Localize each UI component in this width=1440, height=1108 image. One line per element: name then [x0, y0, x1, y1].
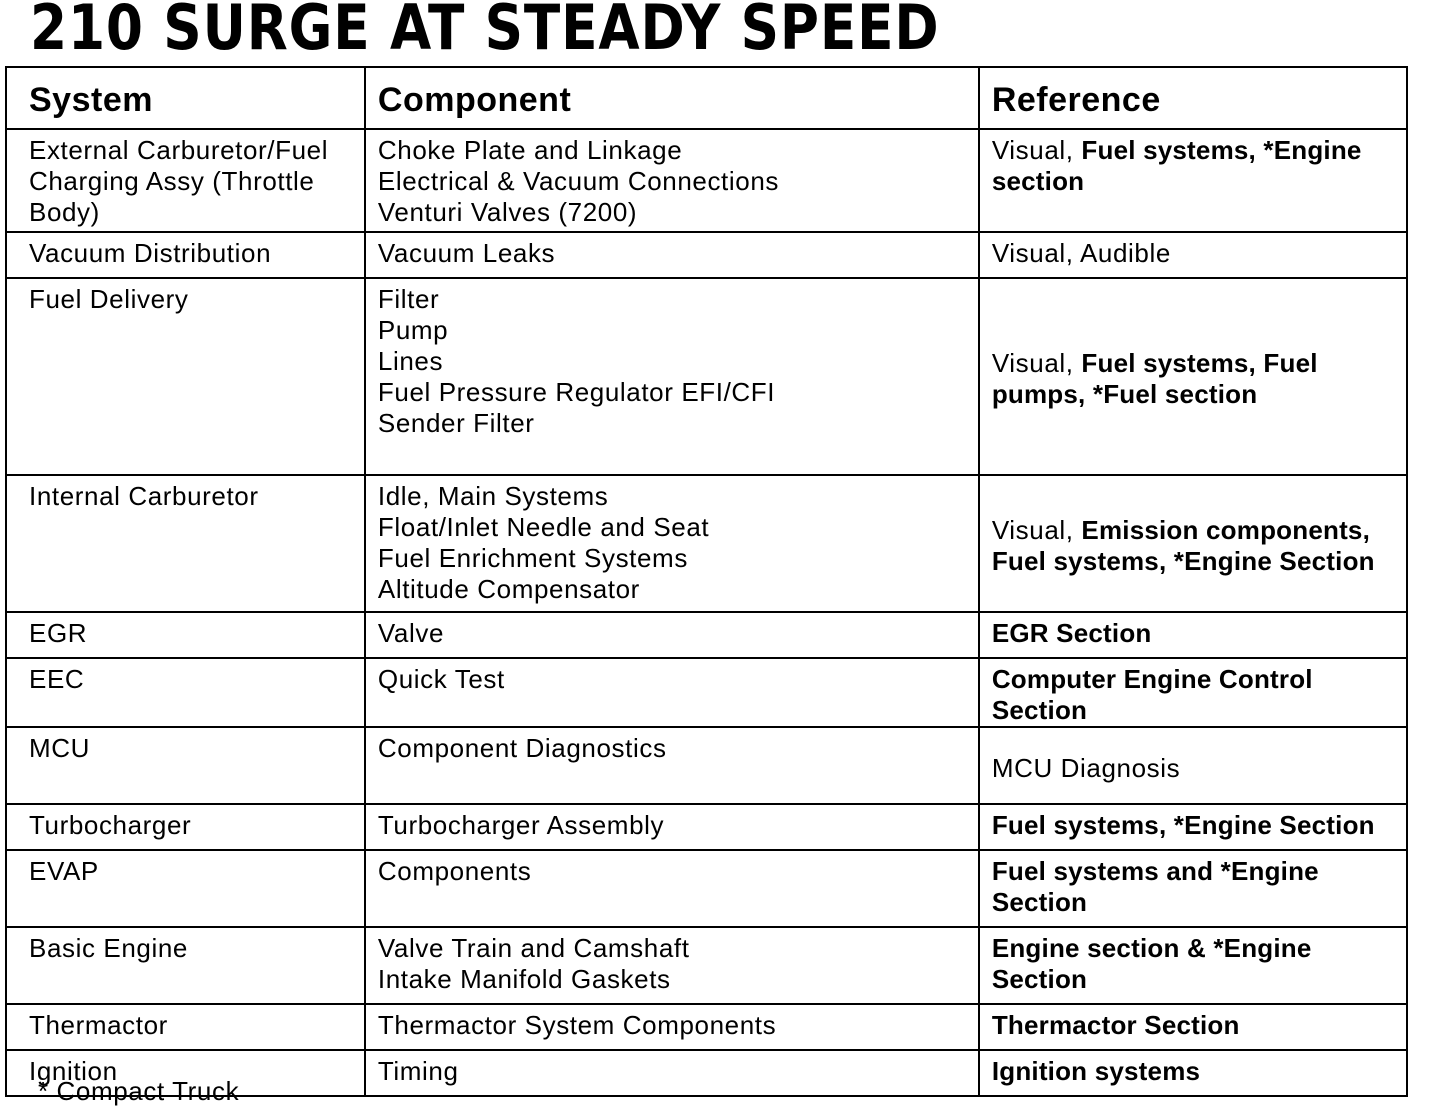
reference-plain-text: Visual, Audible	[991, 238, 1171, 268]
reference-cell	[979, 804, 1407, 850]
component-line: Valve	[377, 618, 445, 648]
component-cell	[365, 804, 979, 850]
system-cell	[6, 1004, 365, 1050]
system-cell	[6, 850, 365, 927]
reference-bold-text: Engine section & *Engine Section	[991, 933, 1312, 994]
reference-cell	[979, 278, 1407, 475]
table-body	[6, 129, 1407, 1096]
table-row	[6, 129, 1407, 232]
component-cell	[365, 612, 979, 658]
reference-bold-text: Fuel systems, Fuel pumps, *Fuel section	[991, 348, 1318, 409]
component-line: Thermactor System Components	[377, 1010, 777, 1040]
system-line: MCU	[29, 733, 91, 763]
table-header-row	[6, 67, 1407, 129]
component-line: Lines	[377, 346, 444, 376]
diagnosis-table	[5, 66, 1408, 1097]
table-row	[6, 612, 1407, 658]
component-line: Sender Filter	[377, 408, 535, 438]
component-cell	[365, 1004, 979, 1050]
component-line: Filter	[377, 284, 440, 314]
system-line: EGR	[29, 618, 88, 648]
reference-bold-text: Emission components, Fuel systems, *Engine Section	[991, 515, 1375, 576]
system-cell	[6, 278, 365, 475]
footnote: * Compact Truck	[38, 1076, 240, 1106]
system-cell	[6, 232, 365, 278]
component-line: Intake Manifold Gaskets	[377, 964, 671, 994]
reference-bold-text: Computer Engine Control Section	[991, 664, 1313, 725]
table-row	[6, 850, 1407, 927]
reference-plain-text: Visual,	[991, 348, 1082, 378]
component-line: Turbocharger Assembly	[377, 810, 665, 840]
component-line: Idle, Main Systems	[377, 481, 609, 511]
system-cell	[6, 658, 365, 727]
component-line: Valve Train and Camshaft	[377, 933, 690, 963]
component-line: Venturi Valves (7200)	[377, 197, 638, 227]
system-line: EEC	[29, 664, 85, 694]
table-row	[6, 804, 1407, 850]
component-cell	[365, 1050, 979, 1096]
reference-cell	[979, 727, 1407, 804]
reference-cell	[979, 927, 1407, 1004]
component-line: Component Diagnostics	[377, 733, 667, 763]
reference-plain-text: MCU Diagnosis	[991, 752, 1181, 783]
system-cell	[6, 475, 365, 612]
system-line: Charging Assy (Throttle	[29, 166, 315, 196]
system-cell	[6, 727, 365, 804]
system-line: Fuel Delivery	[29, 284, 189, 314]
system-line: Vacuum Distribution	[29, 238, 272, 268]
component-cell	[365, 475, 979, 612]
reference-bold-text: Fuel systems and *Engine Section	[991, 856, 1319, 917]
reference-cell	[979, 1050, 1407, 1096]
system-line: Turbocharger	[29, 810, 192, 840]
component-cell	[365, 658, 979, 727]
page-title: 210 SURGE AT STEADY SPEED	[30, 0, 940, 64]
reference-cell	[979, 475, 1407, 612]
reference-bold-text: Thermactor Section	[991, 1010, 1240, 1040]
table-row	[6, 1004, 1407, 1050]
component-line: Altitude Compensator	[377, 574, 640, 604]
reference-plain-text: Visual,	[991, 135, 1082, 165]
component-line: Components	[377, 856, 532, 886]
component-cell	[365, 927, 979, 1004]
system-line: Basic Engine	[29, 933, 188, 963]
header-reference: Reference	[979, 67, 1407, 129]
table-row	[6, 475, 1407, 612]
reference-bold-text: Fuel systems, *Engine section	[991, 135, 1362, 196]
table-row	[6, 927, 1407, 1004]
reference-bold-text: Fuel systems, *Engine Section	[991, 810, 1375, 840]
component-line: Electrical & Vacuum Connections	[377, 166, 779, 196]
reference-cell	[979, 658, 1407, 727]
component-line: Fuel Enrichment Systems	[377, 543, 688, 573]
table-row	[6, 278, 1407, 475]
system-line: Ignition	[29, 1056, 118, 1086]
component-cell	[365, 727, 979, 804]
system-cell	[6, 804, 365, 850]
component-cell	[365, 232, 979, 278]
component-line: Pump	[377, 315, 449, 345]
table-row	[6, 232, 1407, 278]
system-cell	[6, 927, 365, 1004]
system-line: Internal Carburetor	[29, 481, 259, 511]
system-line: External Carburetor/Fuel	[29, 135, 329, 165]
component-line: Fuel Pressure Regulator EFI/CFI	[377, 377, 776, 407]
system-line: Thermactor	[29, 1010, 168, 1040]
system-line: Body)	[29, 197, 100, 227]
system-cell	[6, 129, 365, 232]
system-cell	[6, 612, 365, 658]
component-cell	[365, 129, 979, 232]
reference-cell	[979, 129, 1407, 232]
reference-plain-text: Visual,	[991, 515, 1082, 545]
reference-bold-text: EGR Section	[991, 618, 1152, 648]
system-line: EVAP	[29, 856, 99, 886]
header-system: System	[6, 67, 365, 129]
component-line: Quick Test	[377, 664, 505, 694]
table-row	[6, 727, 1407, 804]
component-cell	[365, 850, 979, 927]
reference-cell	[979, 1004, 1407, 1050]
reference-bold-text: Ignition systems	[991, 1056, 1201, 1086]
component-line: Timing	[377, 1056, 459, 1086]
component-line: Choke Plate and Linkage	[377, 135, 683, 165]
component-line: Vacuum Leaks	[377, 238, 556, 268]
reference-cell	[979, 850, 1407, 927]
reference-cell	[979, 612, 1407, 658]
header-component: Component	[365, 67, 979, 129]
component-cell	[365, 278, 979, 475]
table-row	[6, 658, 1407, 727]
component-line: Float/Inlet Needle and Seat	[377, 512, 710, 542]
reference-cell	[979, 232, 1407, 278]
